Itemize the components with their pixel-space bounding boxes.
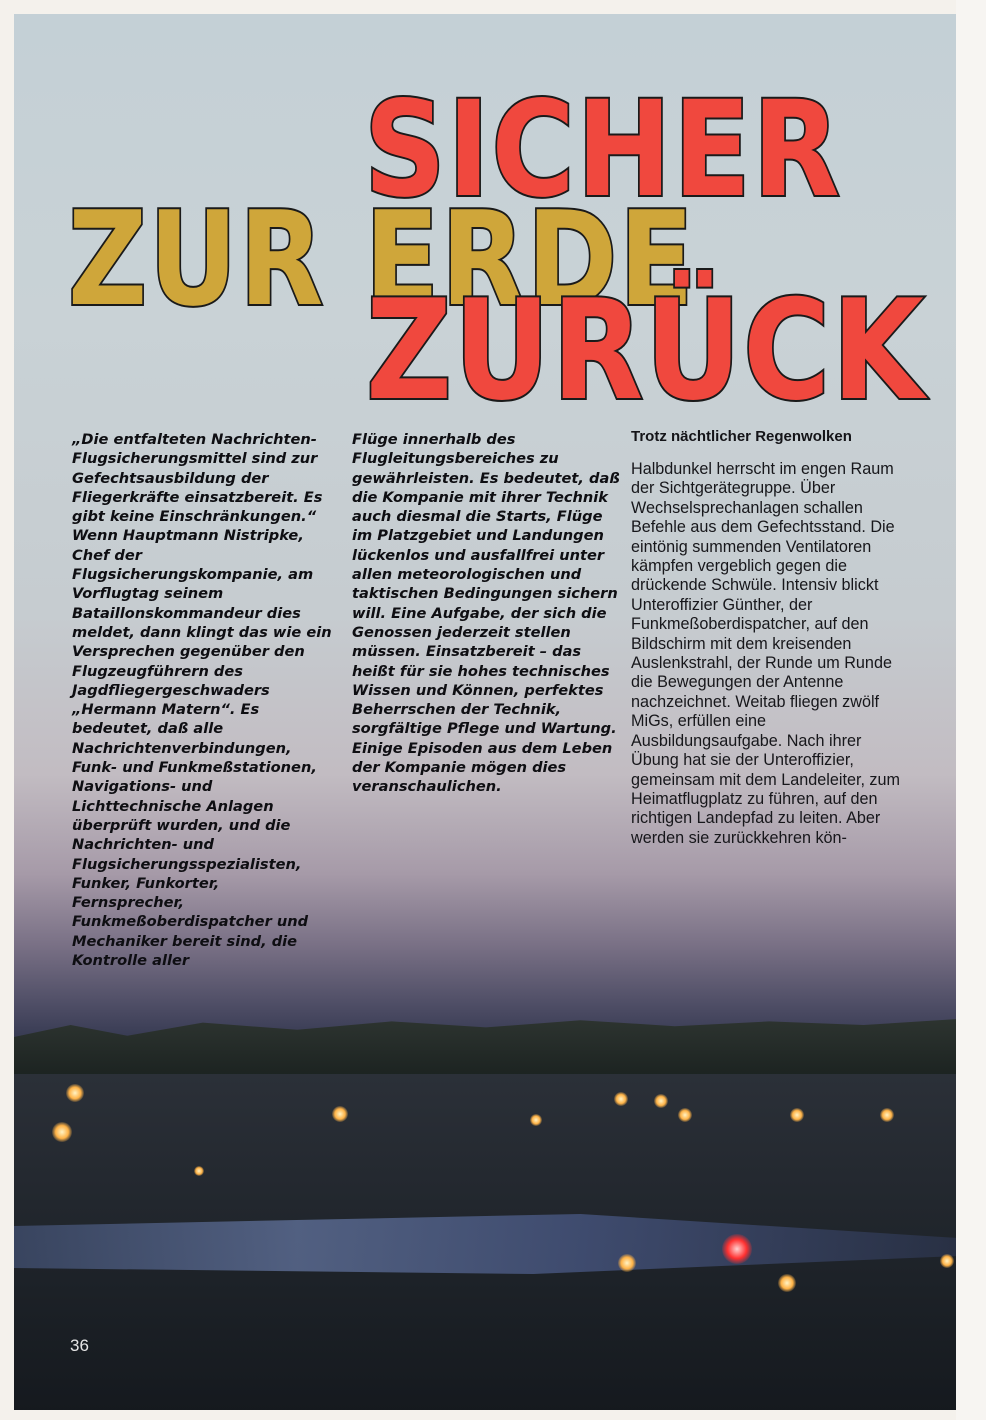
section-subheading: Trotz nächtlicher Regenwolken xyxy=(631,428,852,445)
runway-light xyxy=(880,1108,894,1122)
article-column-1: „Die entfalteten Nachrichten-Flugsicherungsmittel sind zur Gefechtsausbildung der Fliegerkräfte einsatzbereit. Es gibt keine Einschränkungen.“ Wenn Hauptmann Nistripke, Chef der Flugsicherungskompanie, am Vorflugtag seinem Bataillonskommandeur dies meldet, dann klingt das wie ein Versprechen gegenüber den Flugzeugführern des Jagdfliegergeschwaders „Hermann Matern“. Es bedeutet, daß alle Nachrichtenverbindungen, Funk- und Funkmeßstationen, Navigations- und Lichttechnische Anlagen überprüft wurden, und die Nachrichten- und Flugsicherungsspezialisten, Funker, Funkorter, Fernsprecher, Funkmeßoberdispatcher und Mechaniker bereit sind, die Kontrolle aller xyxy=(72,431,332,970)
runway-light-red xyxy=(722,1234,752,1264)
runway-light xyxy=(618,1254,636,1272)
runway-light xyxy=(790,1108,804,1122)
article-column-3: Halbdunkel herrscht im engen Raum der Sichtgerätegruppe. Über Wechselsprechanlagen schallen Befehle aus dem Gefechtsstand. Die eintönig summenden Ventilatoren kämpfen vergeblich gegen die drückende Schwüle. Intensiv blickt Unteroffizier Günther, der Funkmeßoberdispatcher, auf den Bildschirm mit dem kreisenden Auslenkstrahl, der Runde um Runde die Bewegungen der Antenne nachzeichnet. Weitab fliegen zwölf MiGs, erfüllen eine Ausbildungsaufgabe. Nach ihrer Übung hat sie der Unteroffizier, gemeinsam mit dem Landeleiter, zum Heimatflugplatz zu führen, auf den richtigen Landepfad zu leiten. Aber werden sie zurückkehren kön- xyxy=(631,460,901,847)
headline-line-3: ZURÜCK xyxy=(366,270,926,431)
runway-light xyxy=(332,1106,348,1122)
photo-treeline xyxy=(14,1019,958,1079)
runway-light xyxy=(940,1254,954,1268)
runway-light xyxy=(530,1114,542,1126)
runway-light xyxy=(194,1166,204,1176)
runway-light xyxy=(678,1108,692,1122)
runway-light xyxy=(778,1274,796,1292)
page-margin xyxy=(956,0,986,1420)
headline-line-2: ZUR ERDE xyxy=(68,183,696,335)
runway-light xyxy=(614,1092,628,1106)
runway-light xyxy=(654,1094,668,1108)
runway-light xyxy=(52,1122,72,1142)
magazine-page xyxy=(14,14,958,1410)
article-column-2: Flüge innerhalb des Flugleitungsbereiches zu gewährleisten. Es bedeutet, daß die Kompanie mit ihrer Technik auch diesmal die Starts, Flüge im Platzgebiet und Landungen lückenlos und ausfallfrei unter allen meteorologischen und taktischen Bedingungen sichern will. Eine Aufgabe, der sich die Genossen jederzeit stellen müssen. Einsatzbereit – das heißt für sie hohes technisches Wissen und Können, perfektes Beherrschen der Technik, sorgfältige Pflege und Wartung. Einige Episoden aus dem Leben der Kompanie mögen dies veranschaulichen. xyxy=(352,431,620,796)
page-number: 36 xyxy=(70,1336,89,1355)
headline-line-1: SICHER xyxy=(364,73,842,227)
runway-light xyxy=(66,1084,84,1102)
